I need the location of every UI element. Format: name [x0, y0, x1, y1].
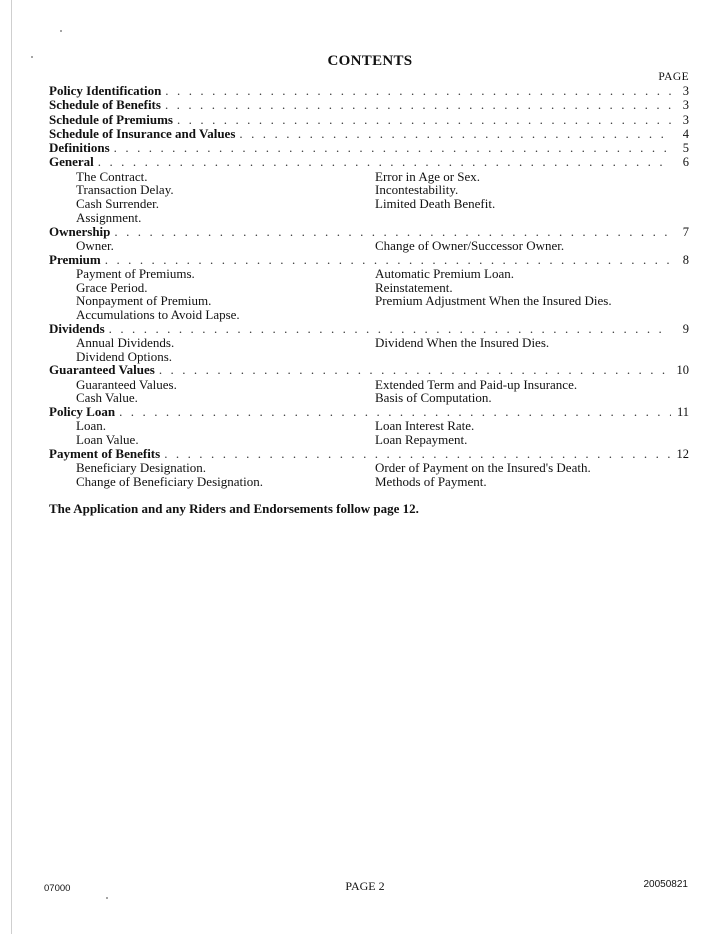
- toc-entry: [49, 447, 689, 461]
- toc-subitem-row: [49, 239, 689, 253]
- toc-subitems: [49, 239, 689, 253]
- toc-subitem-left: Loan.: [76, 418, 106, 434]
- toc-subitem-row: [49, 378, 689, 392]
- closing-note: The Application and any Riders and Endorsements follow page 12.: [49, 501, 419, 516]
- scan-edge-line: [11, 0, 12, 934]
- toc-entry-page: 3: [682, 84, 689, 98]
- toc-subitem-row: [49, 308, 689, 322]
- toc-subitem-right: Dividend When the Insured Dies.: [375, 334, 550, 350]
- toc-subitem-left: Assignment.: [76, 209, 142, 225]
- form-number: 07000: [44, 883, 71, 894]
- toc-subitem-left: Annual Dividends.: [76, 334, 175, 350]
- toc-entry-label: Schedule of Benefits: [49, 97, 161, 113]
- toc-entry-page: 5: [682, 141, 689, 156]
- toc-entry-label: Dividends: [49, 320, 105, 336]
- toc-subitem-row: [49, 294, 689, 308]
- toc-subitem-row: [49, 336, 689, 350]
- dot-leader: [165, 98, 671, 112]
- toc-subitem-left: Dividend Options.: [76, 348, 173, 364]
- toc-entry: [49, 322, 689, 336]
- toc-entry: [49, 98, 689, 112]
- toc-subitem-left: Change of Beneficiary Designation.: [76, 473, 263, 489]
- toc-subitem-left: Cash Value.: [76, 390, 138, 406]
- toc-subitem-right: Error in Age or Sex.: [375, 168, 481, 184]
- toc-subitems: [49, 461, 689, 488]
- dot-leader: [164, 447, 671, 461]
- toc-subitem-left: Beneficiary Designation.: [76, 459, 206, 475]
- toc-entry-page: 8: [682, 252, 689, 267]
- toc-entry: [49, 253, 689, 267]
- toc-entry-label: Premium: [49, 251, 101, 267]
- toc-subitem-row: [49, 183, 689, 197]
- toc-subitem-left: Grace Period.: [76, 279, 148, 295]
- toc-subitem-right: Loan Interest Rate.: [375, 418, 475, 434]
- toc-entry: [49, 363, 689, 377]
- scan-speck: [106, 897, 108, 899]
- toc-entry-page: 11: [676, 404, 689, 419]
- toc-subitem-right: Basis of Computation.: [375, 390, 492, 406]
- toc-subitem-left: Nonpayment of Premium.: [76, 293, 212, 309]
- toc-entry: [49, 155, 689, 169]
- toc-entry-label: Definitions: [49, 140, 110, 156]
- toc-entry-page: 3: [682, 112, 689, 127]
- dot-leader: [109, 322, 671, 336]
- toc-entry-page: 10: [676, 363, 689, 378]
- toc-subitem-row: [49, 267, 689, 281]
- dot-leader: [159, 363, 671, 377]
- date-code: 20050821: [643, 879, 688, 890]
- page-column-header: PAGE: [658, 71, 689, 83]
- toc-entry-label: Policy Identification: [49, 83, 162, 98]
- scan-speck: [60, 30, 62, 32]
- toc-entry-label: Guaranteed Values: [49, 362, 155, 378]
- toc-entry-page: 12: [676, 446, 689, 461]
- toc-subitem-row: [49, 419, 689, 433]
- dot-leader: [177, 113, 671, 127]
- dot-leader: [105, 253, 671, 267]
- toc-subitem-right: Automatic Premium Loan.: [375, 265, 515, 281]
- toc-entry-label: Policy Loan: [49, 403, 116, 419]
- toc-subitem-row: [49, 475, 689, 489]
- toc-entry: [49, 225, 689, 239]
- dot-leader: [239, 127, 671, 141]
- toc-subitem-right: Loan Repayment.: [375, 431, 468, 447]
- toc-subitems: [49, 336, 689, 363]
- toc-entry-label: Schedule of Insurance and Values: [49, 125, 236, 141]
- toc-entry: [49, 405, 689, 419]
- contents-title: CONTENTS: [327, 53, 413, 69]
- dot-leader: [114, 141, 671, 155]
- toc-subitem-row: [49, 433, 689, 447]
- toc-subitem-right: Premium Adjustment When the Insured Dies.: [375, 293, 612, 309]
- toc-subitem-row: [49, 461, 689, 475]
- toc-subitem-row: [49, 197, 689, 211]
- toc-subitem-row: [49, 391, 689, 405]
- toc-subitem-row: [49, 170, 689, 184]
- dot-leader: [98, 155, 671, 169]
- toc-entry-label: General: [49, 154, 94, 170]
- toc-subitems: [49, 378, 689, 405]
- toc-entry: [49, 84, 689, 98]
- toc-entry-page: 3: [682, 98, 689, 113]
- toc-entry: [49, 127, 689, 141]
- page-number: PAGE 2: [345, 879, 385, 893]
- toc-entry-label: Schedule of Premiums: [49, 111, 173, 127]
- toc-subitem-right: Order of Payment on the Insured's Death.: [375, 459, 591, 475]
- toc-entry-page: 6: [682, 155, 689, 170]
- toc-subitem-row: [49, 350, 689, 364]
- toc-subitem-left: Transaction Delay.: [76, 182, 174, 198]
- table-of-contents: [49, 84, 689, 488]
- toc-subitem-right: Reinstatement.: [375, 279, 453, 295]
- toc-subitem-left: Payment of Premiums.: [76, 265, 195, 281]
- toc-entry: [49, 141, 689, 155]
- dot-leader: [119, 405, 671, 419]
- toc-entry-label: Ownership: [49, 223, 111, 239]
- toc-subitem-right: Methods of Payment.: [375, 473, 487, 489]
- toc-subitem-left: Loan Value.: [76, 431, 139, 447]
- toc-entry-page: 9: [682, 321, 689, 336]
- toc-subitem-right: Limited Death Benefit.: [375, 196, 496, 212]
- toc-subitems: [49, 267, 689, 322]
- toc-subitem-right: Change of Owner/Successor Owner.: [375, 237, 565, 253]
- toc-subitem-row: [49, 281, 689, 295]
- toc-subitem-right: Extended Term and Paid-up Insurance.: [375, 376, 578, 392]
- toc-subitem-row: [49, 211, 689, 225]
- toc-subitem-left: Accumulations to Avoid Lapse.: [76, 306, 240, 322]
- dot-leader: [165, 84, 671, 98]
- toc-subitems: [49, 170, 689, 225]
- toc-subitem-right: Incontestability.: [375, 182, 459, 198]
- toc-entry-page: 7: [682, 224, 689, 239]
- toc-entry-page: 4: [682, 126, 689, 141]
- toc-subitem-left: The Contract.: [76, 168, 148, 184]
- toc-subitem-left: Owner.: [76, 237, 114, 253]
- toc-entry: [49, 113, 689, 127]
- toc-subitem-left: Guaranteed Values.: [76, 376, 177, 392]
- toc-subitem-left: Cash Surrender.: [76, 196, 160, 212]
- toc-subitems: [49, 419, 689, 446]
- toc-entry-label: Payment of Benefits: [49, 445, 161, 461]
- dot-leader: [114, 225, 671, 239]
